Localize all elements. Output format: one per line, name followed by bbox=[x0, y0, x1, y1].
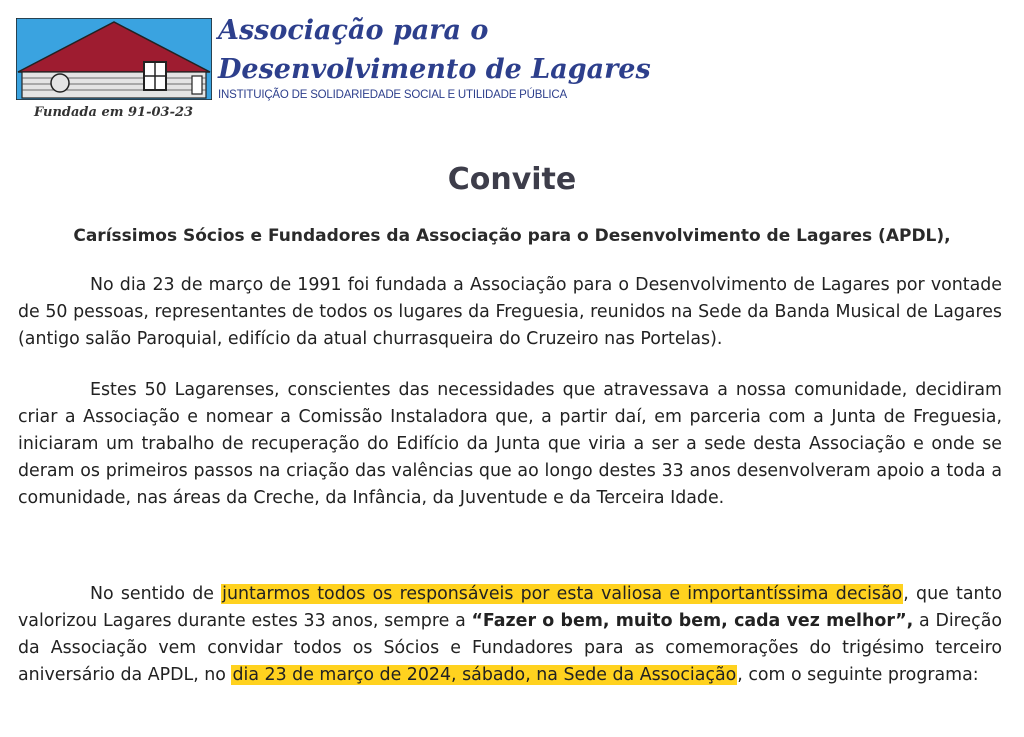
paragraph-history: Estes 50 Lagarenses, conscientes das necessidades que atravessava a nossa comunidade, decidiram criar a Associação e nomear a Comissão Instaladora que, a partir daí, em parceria com a Junta de Freguesia, iniciaram um trabalho de recuperação do Edifício da Junta que viria a ser a sede desta Associação e onde se deram os primeiros passos na criação das valências que ao longo destes 33 anos desenvolveram apoio a toda a comunidade, nas áreas da Creche, da Infância, da Juventude e da Terceira Idade. bbox=[18, 380, 1002, 508]
association-logo bbox=[16, 18, 212, 100]
paragraph-invitation-text: No sentido de bbox=[90, 584, 222, 604]
motto: “Fazer o bem, muito bem, cada vez melhor”, bbox=[471, 611, 914, 631]
paragraph-founding: No dia 23 de março de 1991 foi fundada a Associação para o Desenvolvimento de Lagares por vontade de 50 pessoas, representantes de todos os lugares da Freguesia, reunidos na Sede da Banda Musical de Lagares (antigo salão Paroquial, edifício da atual churrasqueira do Cruzeiro nas Portelas). bbox=[18, 275, 1002, 349]
org-name-line2: Desenvolvimento de Lagares bbox=[218, 54, 651, 85]
org-subtitle: INSTITUIÇÃO DE SOLIDARIEDADE SOCIAL E UTILIDADE PÚBLICA bbox=[218, 89, 567, 101]
paragraph-invitation bbox=[18, 581, 1002, 689]
paragraph-invitation-text: a Direção da Associação vem convidar todos os Sócios e Fundadores para as comemorações do trigésimo terceiro aniversário da APDL, no bbox=[18, 611, 1002, 685]
document-title: Convite bbox=[447, 162, 577, 197]
org-name-line1: Associação para o bbox=[218, 15, 489, 46]
highlighted-text: juntarmos todos os responsáveis por esta valiosa e importantíssima decisão bbox=[222, 584, 903, 604]
founded-date: Fundada em 91-03-23 bbox=[34, 105, 194, 120]
paragraph-invitation-text: , com o seguinte programa: bbox=[737, 665, 979, 685]
paragraph-invitation-text: , que tanto valorizou Lagares durante estes 33 anos, sempre a bbox=[18, 584, 1002, 631]
salutation: Caríssimos Sócios e Fundadores da Associação para o Desenvolvimento de Lagares (APDL), bbox=[73, 226, 951, 246]
highlighted-date-location: dia 23 de março de 2024, sábado, na Sede da Associação bbox=[232, 665, 737, 685]
